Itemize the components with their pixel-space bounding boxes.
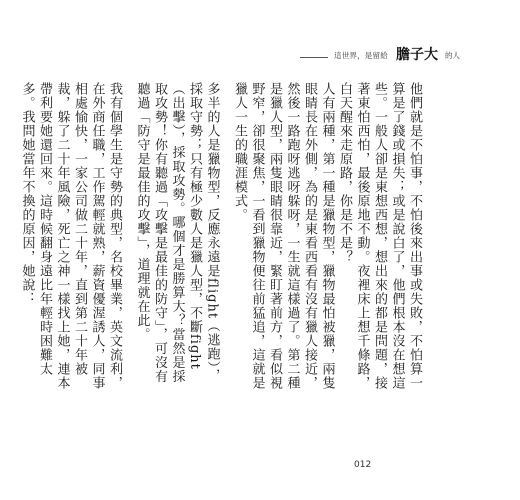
header-title-prefix: 這世界，是留給	[334, 51, 388, 60]
paragraph-1: 他們就是不怕事，不怕後來出事或失敗，不怕算一算是了錢或損失；或是說白了，他們根本沒在想這些。一般人卻是東想西想，想出來的都是問題，接著東怕西怕，最後原地不動。夜裡床上想千條路，白天醒來走原路，你是不是？	[337, 82, 422, 390]
header-title-emphasis: 膽子大	[396, 47, 438, 63]
paragraph-4: 我有個學生是守勢的典型，名校畢業，英文流利，在外商任職，工作駕輕就熟，薪資優渥誘人，同事相處愉快，一家公司做二十年，直到第二十年被裁，躲了二十年風險，死亡之神一樣找上她，連本帶利要她還回來。這時候翻身遠比年輕時困難太多。我問她當年不換的原因，她說：	[19, 82, 122, 390]
page-number: 012	[354, 460, 372, 470]
vertical-text-body	[8, 82, 423, 392]
header-rule	[300, 57, 328, 58]
paragraph-2: 人有兩種，第一種是獵物型，獵物最怕被獵，兩隻眼睛長在外側，為的是東看西看有沒有獵人接近，然後一路跑呀逃呀躲呀，一生就這樣過了。第二種是獵人型，兩隻眼睛很靠近，緊盯著前方，看似視野窄，卻很聚焦，一看到獵物便往前猛追，這就是獵人一生的職涯模式。	[232, 82, 335, 390]
header-title-suffix: 的人	[445, 51, 460, 60]
paragraph-3: 多半的人是獵物型，反應永遠是flight（逃跑），採取守勢；只有極少數人是獵人型，不斷fight（出擊），採取攻勢。哪個才是勝算大？當然是採取攻勢！你有聽過「攻擊是最佳的防守」，可沒有聽過「防守是最佳的攻擊」，道理就在此。	[134, 82, 220, 384]
running-header	[300, 44, 460, 64]
